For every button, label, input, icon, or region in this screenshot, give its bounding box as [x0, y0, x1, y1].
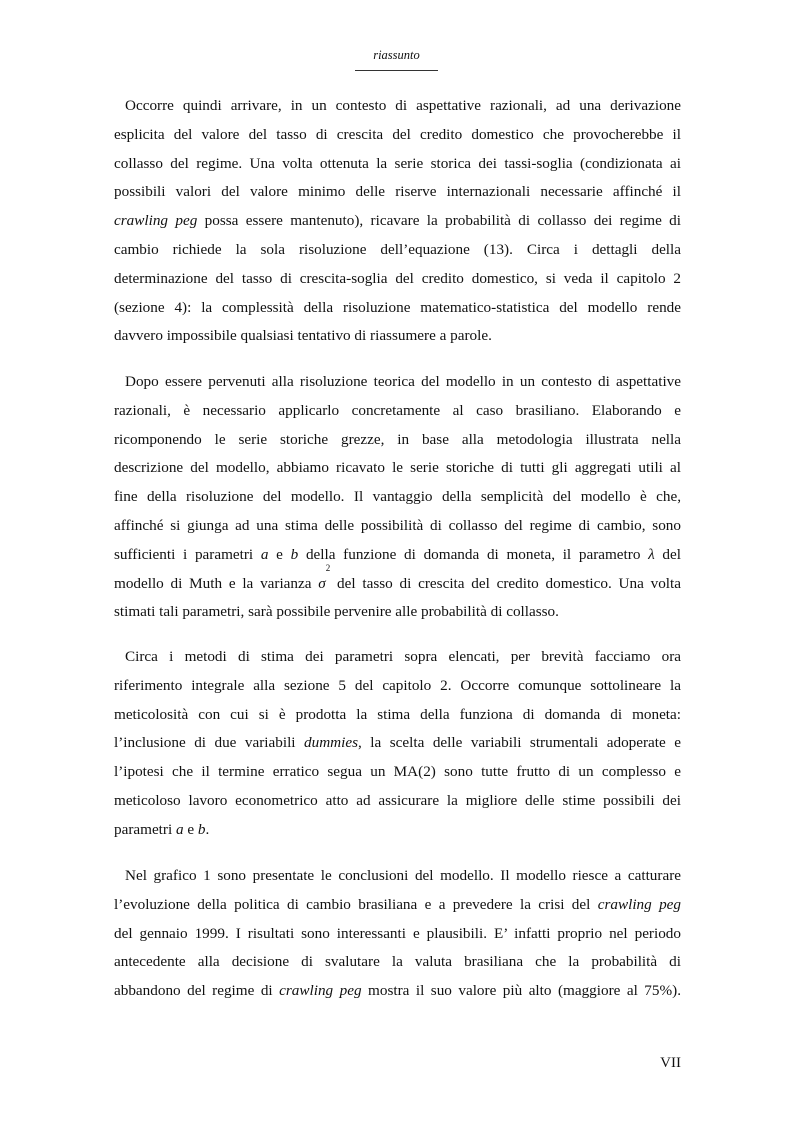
text-line: [114, 816, 681, 845]
text-line: l’ipotesi che il termine erratico segua un MA(2) sono tutte frutto di un complesso e: [114, 763, 681, 781]
text-fragment: del tasso di crescita del credito domestico. Una volta: [330, 574, 681, 592]
text-line: razionali, è necessario applicarlo concretamente al caso brasiliano. Elaborando e: [114, 401, 681, 419]
text-fragment: possa essere mantenuto), ricavare la probabilità di collasso dei regime di: [197, 212, 681, 230]
text-line: fine della risoluzione del modello. Il vantaggio della semplicità del modello è che,: [114, 488, 681, 506]
emphasis-term: crawling peg: [114, 212, 198, 230]
text-fragment: parametri: [114, 820, 176, 838]
emphasis-term: crawling peg: [597, 895, 681, 913]
text-line: [114, 729, 681, 758]
paragraph-2: [114, 368, 681, 627]
sigma-symbol: σ: [318, 574, 326, 592]
text-line: cambio richiede la sola risoluzione dell’equazione (13). Circa i dettagli della: [114, 240, 681, 258]
text-line: stimati tali parametri, sarà possibile pervenire alle probabilità di collasso.: [114, 603, 559, 621]
text-line: ricomponendo le serie storiche grezze, in base alla metodologia illustrata nella: [114, 430, 681, 448]
text-line: (sezione 4): la complessità della risoluzione matematico-statistica del modello rende: [114, 298, 681, 316]
text-line: antecedente alla decisione di svalutare la valuta brasiliana che la probabilità di: [114, 953, 681, 971]
variable-b: b: [290, 545, 299, 563]
paragraph-1: [114, 92, 681, 351]
paragraph-3: [114, 643, 681, 845]
emphasis-term: crawling peg: [279, 982, 362, 1000]
text-fragment: mostra il suo valore più alto (maggiore al 75%).: [361, 982, 681, 1000]
text-line: Occorre quindi arrivare, in un contesto di aspettative razionali, ad una derivazione: [125, 97, 681, 114]
text-fragment: del: [654, 545, 681, 563]
text-fragment: l’inclusione di due variabili: [114, 734, 305, 752]
text-line: [114, 562, 681, 599]
text-line: davvero impossibile qualsiasi tentativo di riassumere a parole.: [114, 327, 492, 345]
text-line: possibili valori del valore minimo delle riserve internazionali necessarie affinché il: [114, 183, 681, 201]
text-line: [114, 541, 681, 570]
superscript: 2: [325, 562, 331, 573]
text-fragment: e: [268, 545, 291, 563]
text-line: [114, 207, 681, 236]
text-line: meticoloso lavoro econometrico atto ad assicurare la migliore delle stime possibili dei: [114, 791, 681, 809]
text-line: [114, 977, 681, 1006]
text-line: descrizione del modello, abbiamo ricavato le serie storiche di tutti gli aggregati utili al: [114, 459, 681, 477]
text-fragment: sufficienti i parametri: [114, 545, 261, 563]
text-line: riferimento integrale alla sezione 5 del capitolo 2. Occorre comunque sottolineare la: [114, 676, 681, 694]
text-line: Dopo essere pervenuti alla risoluzione teorica del modello in un contesto di aspettative: [125, 373, 681, 390]
text-fragment: l’evoluzione della politica di cambio brasiliana e a prevedere la crisi del: [114, 895, 598, 913]
text-fragment: abbandono del regime di: [114, 982, 280, 1000]
text-line: esplicita del valore del tasso di crescita del credito domestico che provocherebbe il: [114, 125, 681, 143]
header-rule: [355, 70, 438, 71]
text-line: affinché si giunga ad una stima delle possibilità di collasso del regime di cambio, sono: [114, 516, 681, 534]
text-line: del gennaio 1999. I risultati sono interessanti e plausibili. E’ infatti proprio nel periodo: [114, 924, 681, 942]
variable-a: a: [175, 820, 184, 838]
text-fragment: e: [183, 820, 198, 838]
text-fragment: della funzione di domanda di moneta, il parametro: [298, 545, 649, 563]
running-header: riassunto: [373, 48, 420, 62]
text-line: [114, 891, 681, 920]
variable-a: a: [260, 545, 269, 563]
text-fragment: , la scelta delle variabili strumentali adoperate e: [358, 734, 681, 752]
page-number: VII: [660, 1055, 681, 1071]
text-line: determinazione del tasso di crescita-soglia del credito domestico, si veda il capitolo 2: [114, 269, 681, 287]
variable-b: b: [197, 820, 206, 838]
text-fragment: .: [205, 820, 210, 838]
emphasis-term: dummies: [304, 734, 359, 752]
text-fragment: modello di Muth e la varianza: [114, 574, 319, 592]
paragraph-4: [114, 862, 681, 1006]
text-line: meticolosità con cui si è prodotta la stima della funziona di domanda di moneta:: [114, 705, 681, 723]
lambda-symbol: λ: [648, 545, 655, 563]
text-line: Circa i metodi di stima dei parametri sopra elencati, per brevità facciamo ora: [125, 648, 681, 665]
text-line: Nel grafico 1 sono presentate le conclusioni del modello. Il modello riesce a catturare: [125, 867, 681, 884]
text-line: collasso del regime. Una volta ottenuta la serie storica dei tassi-soglia (condizionata ai: [114, 154, 681, 172]
